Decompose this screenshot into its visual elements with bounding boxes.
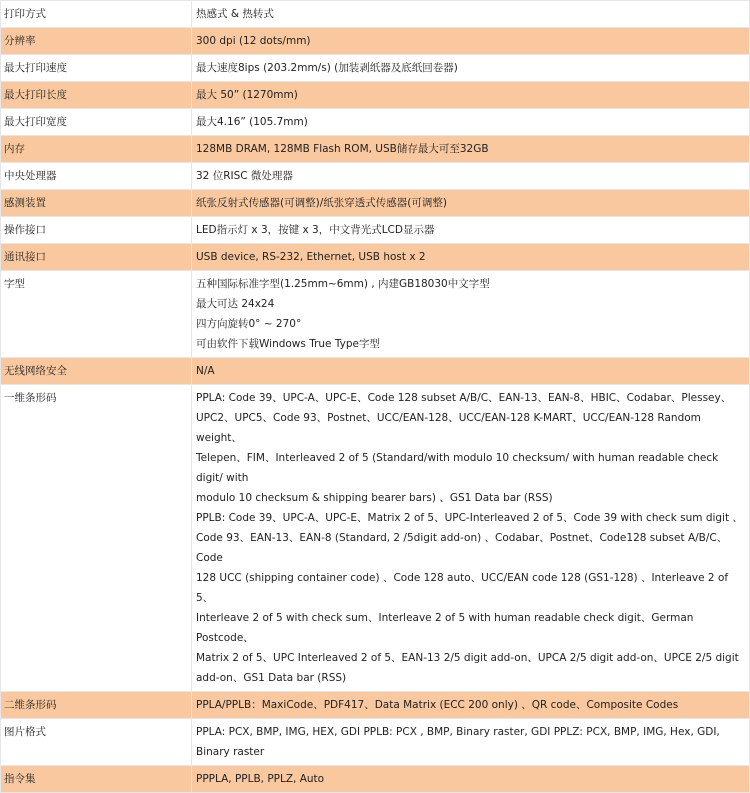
spec-value-line: 最大 50” (1270mm): [196, 89, 298, 101]
spec-key: 中央处理器: [1, 163, 192, 190]
spec-value-line: Binary raster: [196, 746, 265, 758]
spec-row: [1, 719, 750, 766]
spec-value-line: PPLA: Code 39、UPC-A、UPC-E、Code 128 subset A/B/C、EAN-13、EAN-8、HBIC、Codabar、Plessey、: [196, 392, 732, 404]
spec-key: 指令集: [1, 766, 192, 793]
spec-value-line: 128 UCC (shipping container code) 、Code 128 auto、UCC/EAN code 128 (GS1-128) 、Interleave 2 of 5、: [196, 572, 729, 604]
spec-row: [1, 766, 750, 793]
spec-value: [192, 1, 750, 28]
spec-key: 通讯接口: [1, 244, 192, 271]
spec-value-line: PPLA/PPLB：MaxiCode、PDF417、Data Matrix (ECC 200 only) 、QR code、Composite Codes: [196, 699, 679, 711]
spec-key: 二维条形码: [1, 692, 192, 719]
spec-row: [1, 55, 750, 82]
spec-value: [192, 28, 750, 55]
spec-key: 分辨率: [1, 28, 192, 55]
spec-value: [192, 55, 750, 82]
spec-table-body: [1, 1, 750, 793]
spec-value-line: PPLA: PCX, BMP, IMG, HEX, GDI PPLB: PCX , BMP, Binary raster, GDI PPLZ: PCX, BMP, IMG, Hex, GDI,: [196, 726, 720, 738]
spec-value-line: 热感式 & 热转式: [196, 8, 274, 20]
spec-value-line: Telepen、FIM、Interleaved 2 of 5 (Standard/with modulo 10 checksum/ with human readable check digit/ with: [196, 452, 719, 484]
spec-value-line: Code 93、EAN-13、EAN-8 (Standard, 2 /5digit add-on) 、Codabar、Postnet、Code128 subset A/B/C、Code: [196, 532, 728, 564]
spec-value-line: Interleave 2 of 5 with check sum、Interleave 2 of 5 with human readable check digit、German Postcode、: [196, 612, 694, 644]
spec-value: [192, 136, 750, 163]
spec-value-line: PPLB: Code 39、UPC-A、UPC-E、Matrix 2 of 5、UPC-Interleaved 2 of 5、Code 39 with check sum digit 、: [196, 512, 743, 524]
spec-key: 操作接口: [1, 217, 192, 244]
spec-key: 图片格式: [1, 719, 192, 766]
spec-value: [192, 719, 750, 766]
spec-value-line: 五种国际标准字型(1.25mm~6mm) , 内建GB18030中文字型: [196, 278, 490, 290]
spec-row: [1, 190, 750, 217]
spec-value: [192, 109, 750, 136]
spec-row: [1, 109, 750, 136]
spec-value: [192, 163, 750, 190]
spec-value: [192, 358, 750, 385]
spec-value: [192, 244, 750, 271]
spec-row: [1, 1, 750, 28]
spec-value-line: N/A: [196, 365, 215, 377]
spec-value-line: 最大速度8ips (203.2mm/s) (加装剥纸器及底纸回卷器): [196, 62, 458, 74]
spec-key: 最大打印长度: [1, 82, 192, 109]
spec-key: 内存: [1, 136, 192, 163]
spec-value: [192, 271, 750, 358]
spec-value-line: 最大4.16” (105.7mm): [196, 116, 308, 128]
spec-row: [1, 385, 750, 692]
spec-row: [1, 82, 750, 109]
spec-value-line: 可由软件下载Windows True Type字型: [196, 338, 380, 350]
spec-value-line: 纸张反射式传感器(可调整)/纸张穿透式传感器(可调整): [196, 197, 447, 209]
spec-key: 字型: [1, 271, 192, 358]
spec-value-line: 四方向旋转0° ~ 270°: [196, 318, 302, 330]
spec-value-line: PPPLA, PPLB, PPLZ, Auto: [196, 773, 325, 785]
spec-value-line: Matrix 2 of 5、UPC Interleaved 2 of 5、EAN-13 2/5 digit add-on、UPCA 2/5 digit add-on、UPCE 2/5 digit: [196, 652, 739, 664]
spec-value-line: 128MB DRAM, 128MB Flash ROM, USB储存最大可至32GB: [196, 143, 489, 155]
spec-row: [1, 358, 750, 385]
spec-value-line: USB device, RS-232, Ethernet, USB host x 2: [196, 251, 426, 263]
spec-value: [192, 692, 750, 719]
spec-key: 一维条形码: [1, 385, 192, 692]
spec-value-line: add-on、GS1 Data bar (RSS): [196, 672, 347, 684]
spec-key: 打印方式: [1, 1, 192, 28]
spec-row: [1, 136, 750, 163]
spec-value-line: 最大可达 24x24: [196, 298, 275, 310]
spec-key: 最大打印宽度: [1, 109, 192, 136]
spec-value-line: 300 dpi (12 dots/mm): [196, 35, 311, 47]
spec-key: 感测装置: [1, 190, 192, 217]
spec-value: [192, 82, 750, 109]
spec-value-line: modulo 10 checksum & shipping bearer bars) 、GS1 Data bar (RSS): [196, 492, 553, 504]
spec-row: [1, 244, 750, 271]
spec-key: 最大打印速度: [1, 55, 192, 82]
spec-row: [1, 28, 750, 55]
spec-row: [1, 271, 750, 358]
spec-value-line: 32 位RISC 微处理器: [196, 170, 293, 182]
spec-value: [192, 217, 750, 244]
spec-row: [1, 692, 750, 719]
spec-row: [1, 163, 750, 190]
spec-value: [192, 766, 750, 793]
spec-value-line: LED指示灯 x 3，按键 x 3，中文背光式LCD显示器: [196, 224, 435, 236]
spec-row: [1, 217, 750, 244]
spec-value: [192, 190, 750, 217]
spec-value: [192, 385, 750, 692]
spec-value-line: UPC2、UPC5、Code 93、Postnet、UCC/EAN-128、UCC/EAN-128 K-MART、UCC/EAN-128 Random weight、: [196, 412, 701, 444]
spec-key: 无线网络安全: [1, 358, 192, 385]
